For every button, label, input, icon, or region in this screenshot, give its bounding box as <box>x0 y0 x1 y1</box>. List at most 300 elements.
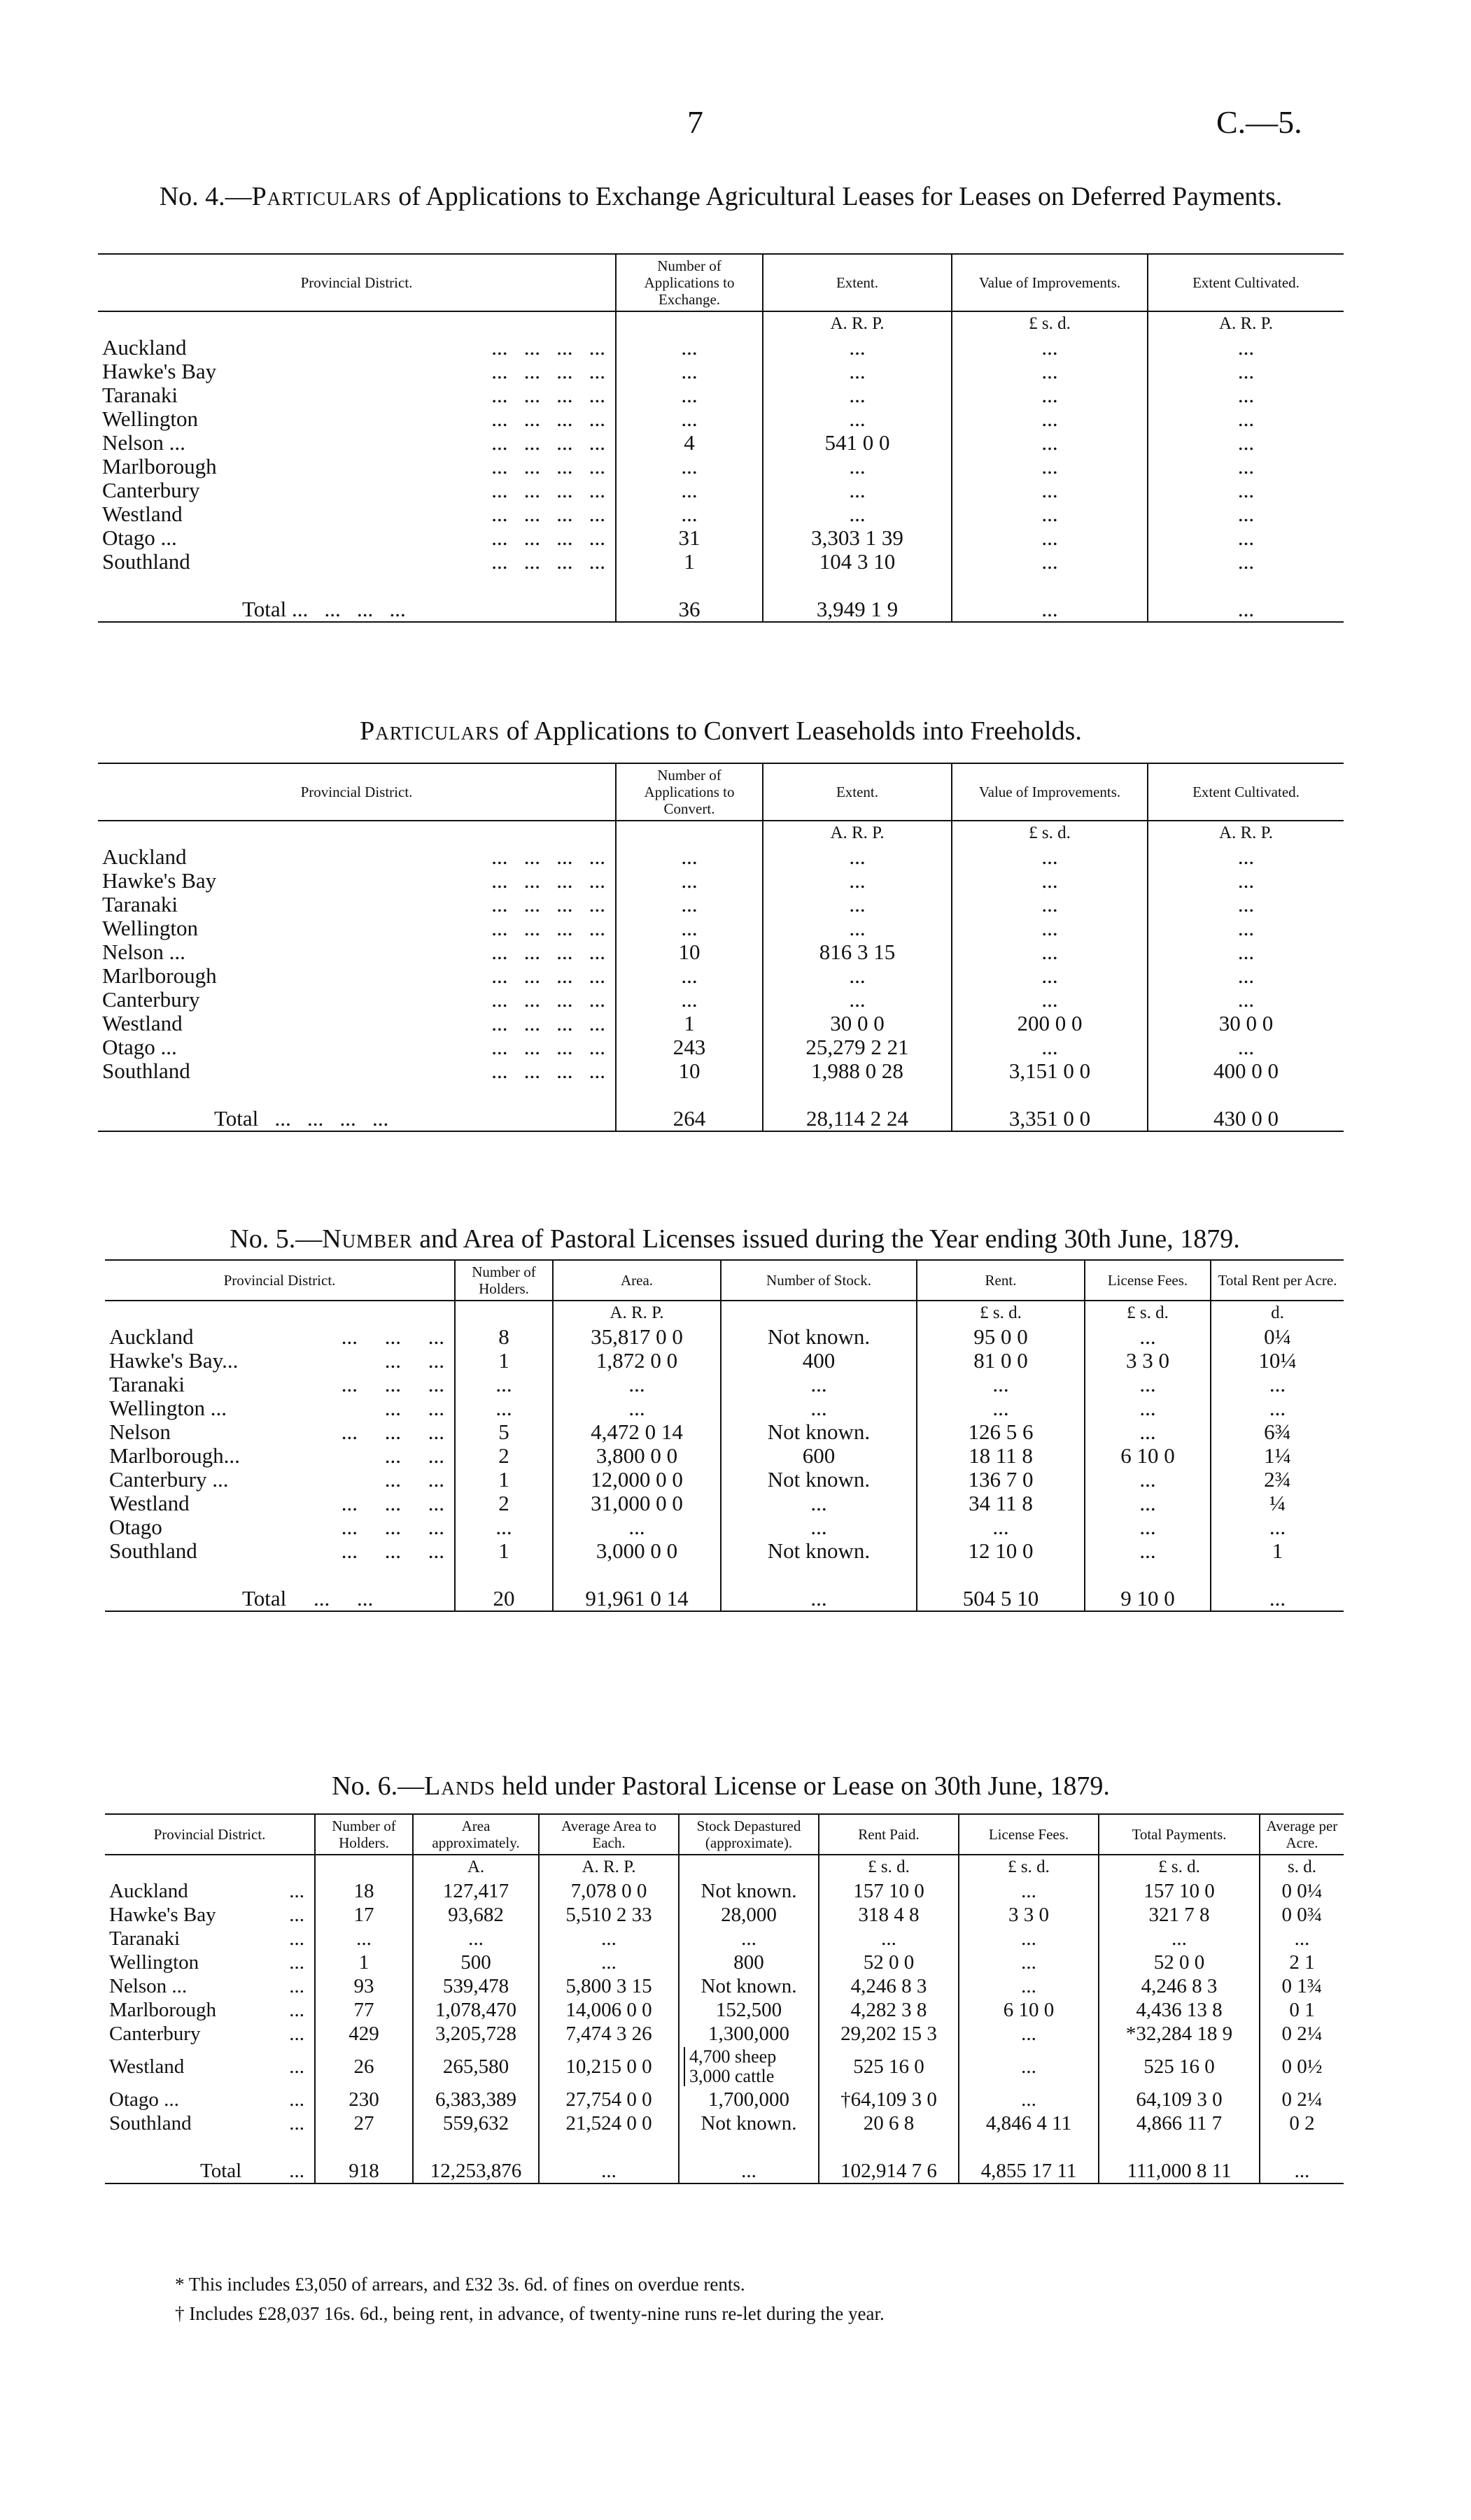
row-district-cell <box>98 845 616 869</box>
row-area: 3,000 0 0 <box>553 1539 721 1563</box>
row-district: Southland <box>102 1059 190 1084</box>
row-cult: ... <box>1237 502 1255 527</box>
table-row <box>105 1492 1344 1515</box>
row-num: ... <box>616 479 763 502</box>
dot-leader: ... ... ... ... <box>491 1059 605 1084</box>
row-num: 10 <box>616 940 763 964</box>
row-holders: 5 <box>455 1420 553 1444</box>
row-cult: ... <box>1237 454 1255 479</box>
row-district-cell <box>105 1515 455 1539</box>
dot-leader: ... ... ... ... <box>491 525 605 551</box>
total-label: Total <box>200 2160 242 2183</box>
row-district-cell <box>98 526 616 550</box>
dot-leader: ... ... ... <box>341 1372 444 1397</box>
row-num: ... <box>616 869 763 893</box>
col-header-rent: Rent Paid. <box>819 1814 959 1855</box>
table-row <box>98 869 1344 893</box>
row-stock: 1,700,000 <box>679 2088 819 2111</box>
row-holders: 26 <box>315 2046 413 2088</box>
row-holders: 17 <box>315 1903 413 1927</box>
dot-leader: ... ... ... ... <box>491 844 605 870</box>
row-value: ... <box>952 845 1148 869</box>
row-district: Wellington <box>102 916 198 941</box>
row-area: 1,078,470 <box>413 1998 539 2022</box>
row-extent: ... <box>763 479 952 502</box>
total-holders: 918 <box>315 2159 413 2183</box>
dot-leader: ... ... ... ... <box>491 892 605 917</box>
table-row <box>105 1325 1344 1349</box>
row-area: 500 <box>413 1951 539 1974</box>
row-extent: ... <box>763 845 952 869</box>
row-stock: 400 <box>721 1349 917 1373</box>
row-value: ... <box>952 916 1148 940</box>
row-fees: 6 10 0 <box>1085 1444 1211 1468</box>
units-extent: A. R. P. <box>763 311 952 336</box>
col-header-area: Area. <box>553 1260 721 1301</box>
col-header-applications: Number of Applications to Exchange. <box>616 254 763 311</box>
row-district: Otago ... <box>102 525 177 551</box>
row-num: ... <box>616 502 763 526</box>
total-avg: ... <box>539 2159 679 2183</box>
row-rent: 12 10 0 <box>917 1539 1085 1563</box>
row-value: ... <box>952 383 1148 407</box>
row-stock: 152,500 <box>679 1998 819 2022</box>
units-value: £ s. d. <box>952 311 1148 336</box>
dot-leader: ... ... ... <box>341 1538 444 1564</box>
row-stock: ... <box>721 1373 917 1396</box>
row-cult: ... <box>1237 940 1255 965</box>
table-row-total <box>105 1587 1344 1611</box>
row-holders: 27 <box>315 2111 413 2135</box>
table4b-title-rest: of Applications to Convert Leaseholds into Freeholds. <box>500 716 1082 746</box>
dot-leader: ... <box>289 1880 304 1903</box>
total-label: Total <box>214 1106 259 1131</box>
row-district-cell <box>98 893 616 916</box>
dot-leader: ... <box>289 1927 304 1951</box>
row-district-cell <box>105 1903 315 1927</box>
row-num: 1 <box>616 1012 763 1035</box>
dot-leader: ... ... ... ... <box>274 1106 389 1131</box>
row-district: Wellington <box>109 1951 199 1974</box>
dot-leader: ... ... <box>314 1586 374 1611</box>
dot-leader: ... ... ... <box>341 1491 444 1516</box>
dot-leader: ... ... ... <box>341 1420 444 1445</box>
row-district-cell <box>98 360 616 383</box>
row-cult: ... <box>1237 549 1255 574</box>
table-row <box>105 1927 1344 1951</box>
row-total: 4,436 13 8 <box>1099 1998 1260 2022</box>
row-area: 127,417 <box>413 1879 539 1903</box>
row-cult: ... <box>1237 868 1255 893</box>
row-district: Wellington <box>102 406 198 432</box>
row-value: ... <box>952 940 1148 964</box>
total-fees: 9 10 0 <box>1085 1587 1211 1611</box>
row-district: Canterbury ... <box>109 1467 229 1492</box>
table-row <box>98 893 1344 916</box>
row-cult: ... <box>1237 963 1255 989</box>
row-district: Westland <box>102 1011 183 1036</box>
row-district-cell <box>98 988 616 1012</box>
row-cult: ... <box>1237 478 1255 503</box>
row-district: Southland <box>109 1538 197 1564</box>
row-value: ... <box>952 455 1148 479</box>
row-fees: 4,846 4 11 <box>959 2111 1099 2135</box>
dot-leader: ... ... ... ... <box>491 335 605 360</box>
table-row <box>98 455 1344 479</box>
total-extent: 28,114 2 24 <box>763 1107 952 1131</box>
row-district: Otago ... <box>102 1035 177 1060</box>
total-fees: 4,855 17 11 <box>959 2159 1099 2183</box>
row-stock: Not known. <box>679 1879 819 1903</box>
col-header-rent: Rent. <box>917 1260 1085 1301</box>
row-extent: ... <box>763 360 952 383</box>
row-area: 559,632 <box>413 2111 539 2135</box>
row-stock: 1,300,000 <box>679 2022 819 2046</box>
row-rent: †64,109 3 0 <box>819 2088 959 2111</box>
dot-leader: ... ... ... ... <box>491 549 605 574</box>
row-area: 31,000 0 0 <box>553 1492 721 1515</box>
row-total: 52 0 0 <box>1099 1951 1260 1974</box>
row-area: 6,383,389 <box>413 2088 539 2111</box>
dot-leader: ... ... <box>384 1443 444 1468</box>
row-avg: 27,754 0 0 <box>539 2088 679 2111</box>
row-extent: 816 3 15 <box>763 940 952 964</box>
table-row <box>98 479 1344 502</box>
row-district-cell <box>98 1035 616 1059</box>
row-stock: Not known. <box>679 1974 819 1998</box>
row-rent: 81 0 0 <box>917 1349 1085 1373</box>
units-fees: £ s. d. <box>959 1855 1099 1879</box>
table5-title-prefix: No. 5.— <box>230 1224 323 1254</box>
row-stock: ... <box>721 1396 917 1420</box>
row-district: Marlborough... <box>109 1443 240 1468</box>
row-area: ... <box>553 1373 721 1396</box>
row-fees: ... <box>1085 1468 1211 1492</box>
row-per_acre: 6¾ <box>1264 1420 1291 1445</box>
dot-leader: ... ... ... ... <box>491 987 605 1012</box>
row-value: ... <box>952 1035 1148 1059</box>
row-district: Wellington ... <box>109 1396 227 1421</box>
row-num: ... <box>616 383 763 407</box>
units-per-acre: d. <box>1271 1303 1284 1323</box>
table-row <box>98 502 1344 526</box>
col-header-improvements: Value of Improvements. <box>952 763 1148 821</box>
row-district-cell <box>105 1420 455 1444</box>
col-header-holders: Number of Holders. <box>455 1260 553 1301</box>
row-value: ... <box>952 502 1148 526</box>
table-row <box>105 1468 1344 1492</box>
row-district: Taranaki <box>102 892 178 917</box>
table-row <box>105 1349 1344 1373</box>
row-district-cell <box>105 1468 455 1492</box>
table-row <box>98 845 1344 869</box>
row-num: 1 <box>616 550 763 574</box>
row-rent: 52 0 0 <box>819 1951 959 1974</box>
total-per-acre: ... <box>1260 2159 1344 2183</box>
table-row <box>98 964 1344 988</box>
row-value: ... <box>952 360 1148 383</box>
row-rent: 525 16 0 <box>819 2046 959 2088</box>
row-value: ... <box>952 526 1148 550</box>
row-holders: 1 <box>455 1539 553 1563</box>
row-district-cell <box>105 2088 315 2111</box>
row-district-cell <box>98 336 616 360</box>
total-num: 36 <box>616 597 763 622</box>
row-holders: ... <box>315 1927 413 1951</box>
table4-exchange-leases <box>98 253 1344 623</box>
table4-title <box>133 180 1309 214</box>
table-row <box>98 550 1344 574</box>
col-header-extent: Extent. <box>763 763 952 821</box>
dot-leader: ... ... ... ... <box>491 1011 605 1036</box>
dot-leader: ... ... ... ... <box>491 454 605 479</box>
row-cult: ... <box>1237 844 1255 870</box>
row-value: ... <box>952 479 1148 502</box>
table-row <box>105 1420 1344 1444</box>
row-per_acre: 1¼ <box>1264 1443 1291 1468</box>
row-extent: ... <box>763 869 952 893</box>
table4b-title-smallcaps: Particulars <box>360 716 500 746</box>
dot-leader: ... <box>289 2088 304 2111</box>
table-row-total <box>98 597 1344 622</box>
table-row <box>105 2022 1344 2046</box>
row-rent: 4,246 8 3 <box>819 1974 959 1998</box>
row-district-cell <box>98 1059 616 1083</box>
row-per_acre: 0 2¼ <box>1281 2088 1323 2111</box>
row-district: Canterbury <box>109 2023 201 2046</box>
table-row <box>98 431 1344 455</box>
row-district-cell <box>98 383 616 407</box>
row-district: Hawke's Bay <box>102 868 217 893</box>
table-row <box>98 383 1344 407</box>
row-district-cell <box>98 916 616 940</box>
row-holders: ... <box>455 1515 553 1539</box>
table-row-westland <box>105 2046 1344 2088</box>
row-cult: ... <box>1237 359 1255 384</box>
row-area: 3,800 0 0 <box>553 1444 721 1468</box>
row-avg: 5,800 3 15 <box>539 1974 679 1998</box>
total-stock: ... <box>679 2159 819 2183</box>
row-holders: 2 <box>455 1444 553 1468</box>
row-cult: ... <box>1237 1035 1255 1060</box>
dot-leader: ... ... ... <box>341 1324 444 1350</box>
row-district: Westland <box>109 1491 190 1516</box>
col-header-improvements: Value of Improvements. <box>952 254 1148 311</box>
table4-title-smallcaps: Particulars <box>251 182 392 211</box>
stock-sheep: 4,700 sheep <box>689 2046 777 2067</box>
row-district-cell <box>98 407 616 431</box>
row-rent: 95 0 0 <box>917 1325 1085 1349</box>
row-district-cell <box>105 2111 315 2135</box>
row-total: 4,866 11 7 <box>1099 2111 1260 2135</box>
col-header-average-area: Average Area to Each. <box>539 1814 679 1855</box>
table5-pastoral-licenses <box>105 1259 1344 1612</box>
row-district: Southland <box>109 2112 192 2135</box>
row-fees: ... <box>1085 1539 1211 1563</box>
row-avg: 14,006 0 0 <box>539 1998 679 2022</box>
col-header-extent: Extent. <box>763 254 952 311</box>
total-rent: 102,914 7 6 <box>819 2159 959 2183</box>
row-extent: ... <box>763 916 952 940</box>
dot-leader: ... ... <box>384 1467 444 1492</box>
row-district-cell <box>98 479 616 502</box>
row-area: 35,817 0 0 <box>553 1325 721 1349</box>
row-rent: 126 5 6 <box>917 1420 1085 1444</box>
total-label: Total <box>242 1586 287 1611</box>
col-header-cultivated: Extent Cultivated. <box>1148 254 1344 311</box>
table-row <box>98 916 1344 940</box>
row-extent: ... <box>763 964 952 988</box>
row-total: ... <box>1099 1927 1260 1951</box>
table-row <box>105 1396 1344 1420</box>
row-per_acre: 2¾ <box>1264 1467 1291 1492</box>
page-number: 7 <box>687 104 703 140</box>
row-avg: 7,474 3 26 <box>539 2022 679 2046</box>
table-row <box>105 1879 1344 1903</box>
dot-leader: ... ... ... <box>324 597 406 622</box>
table-row <box>98 1059 1344 1083</box>
row-rent: 136 7 0 <box>917 1468 1085 1492</box>
row-district: Auckland <box>102 335 187 360</box>
dot-leader: ... ... ... ... <box>491 383 605 408</box>
row-num: 31 <box>616 526 763 550</box>
row-rent: 20 6 8 <box>819 2111 959 2135</box>
row-district-cell <box>98 964 616 988</box>
units-area: A. <box>413 1855 539 1879</box>
row-area: 3,205,728 <box>413 2022 539 2046</box>
table-row <box>105 2088 1344 2111</box>
row-area: 12,000 0 0 <box>553 1468 721 1492</box>
row-cult: ... <box>1237 406 1255 432</box>
row-value: ... <box>952 336 1148 360</box>
row-fees: ... <box>1085 1420 1211 1444</box>
units-rent: £ s. d. <box>819 1855 959 1879</box>
row-holders: 8 <box>455 1325 553 1349</box>
total-value: 3,351 0 0 <box>952 1107 1148 1131</box>
table-row <box>98 988 1344 1012</box>
col-header-cultivated: Extent Cultivated. <box>1148 763 1344 821</box>
dot-leader: ... <box>289 2055 304 2079</box>
units-rent: £ s. d. <box>917 1301 1085 1325</box>
row-total: 321 7 8 <box>1099 1903 1260 1927</box>
units-total: £ s. d. <box>1099 1855 1260 1879</box>
row-fees: ... <box>959 2046 1099 2088</box>
dot-leader: ... ... ... ... <box>491 502 605 527</box>
row-extent: 1,988 0 28 <box>763 1059 952 1083</box>
table-row <box>105 1951 1344 1974</box>
total-payments: 111,000 8 11 <box>1099 2159 1260 2183</box>
table-row <box>98 1012 1344 1035</box>
table-row-total <box>98 1107 1344 1131</box>
row-district-cell <box>98 455 616 479</box>
row-area: ... <box>413 1927 539 1951</box>
row-rent: ... <box>917 1396 1085 1420</box>
row-district: Marlborough <box>102 454 217 479</box>
row-stock: ... <box>721 1492 917 1515</box>
row-district: Auckland <box>109 1324 194 1350</box>
table4b-convert-leaseholds <box>98 763 1344 1132</box>
table5-title-rest: and Area of Pastoral Licenses issued during the Year ending 30th June, 1879. <box>412 1224 1240 1254</box>
col-header-total-payments: Total Payments. <box>1099 1814 1260 1855</box>
table-row <box>105 1539 1344 1563</box>
row-district: Otago <box>109 1515 162 1540</box>
col-header-per-acre: Total Rent per Acre. <box>1211 1260 1344 1301</box>
row-stock: Not known. <box>679 2111 819 2135</box>
row-stock: Not known. <box>721 1468 917 1492</box>
units-area: A. R. P. <box>553 1301 721 1325</box>
row-cult: ... <box>1237 892 1255 917</box>
table-row <box>98 940 1344 964</box>
row-area: 265,580 <box>413 2046 539 2088</box>
col-header-fees: License Fees. <box>959 1814 1099 1855</box>
row-holders: 77 <box>315 1998 413 2022</box>
row-cult: ... <box>1237 430 1255 455</box>
col-header-district: Provincial District. <box>105 1814 315 1855</box>
row-district: Auckland <box>109 1880 188 1903</box>
dot-leader: ... <box>289 2160 304 2183</box>
col-header-fees: License Fees. <box>1085 1260 1211 1301</box>
row-area: 93,682 <box>413 1903 539 1927</box>
row-district-cell <box>105 1998 315 2022</box>
row-district: Canterbury <box>102 478 200 503</box>
row-district: Auckland <box>102 844 187 870</box>
row-total: 64,109 3 0 <box>1099 2088 1260 2111</box>
table-row <box>105 1373 1344 1396</box>
col-header-district: Provincial District. <box>98 763 616 821</box>
units-per-acre: s. d. <box>1288 1857 1316 1877</box>
row-value: ... <box>952 407 1148 431</box>
table-row-total <box>105 2159 1344 2183</box>
row-rent: 157 10 0 <box>819 1879 959 1903</box>
row-stock: Not known. <box>721 1539 917 1563</box>
total-holders: 20 <box>455 1587 553 1611</box>
row-extent: 30 0 0 <box>763 1012 952 1035</box>
row-per_acre: ... <box>1269 1515 1286 1540</box>
row-fees: ... <box>1085 1396 1211 1420</box>
row-avg: 5,510 2 33 <box>539 1903 679 1927</box>
row-district: Westland <box>109 2055 185 2079</box>
row-district-cell <box>105 1539 455 1563</box>
footnote-star: * This includes £3,050 of arrears, and £32 3s. 6d. of fines on overdue rents. <box>175 2274 745 2295</box>
row-fees: ... <box>1085 1325 1211 1349</box>
total-stock: ... <box>721 1587 917 1611</box>
table-row <box>98 360 1344 383</box>
row-value: 3,151 0 0 <box>952 1059 1148 1083</box>
row-rent: 318 4 8 <box>819 1903 959 1927</box>
row-per_acre: 2 1 <box>1289 1951 1315 1974</box>
table-row <box>105 1444 1344 1468</box>
table-row <box>105 1903 1344 1927</box>
row-district-cell <box>98 940 616 964</box>
row-per_acre: ... <box>1269 1396 1286 1421</box>
table-row <box>105 1515 1344 1539</box>
row-district-cell <box>98 550 616 574</box>
row-holders: 18 <box>315 1879 413 1903</box>
row-per_acre: 0 1¾ <box>1281 1975 1323 1998</box>
row-district-cell <box>98 431 616 455</box>
row-area: 1,872 0 0 <box>553 1349 721 1373</box>
total-area: 91,961 0 14 <box>553 1587 721 1611</box>
row-district: Hawke's Bay <box>102 359 217 384</box>
row-holders: 230 <box>315 2088 413 2111</box>
row-district: Taranaki <box>109 1372 185 1397</box>
dot-leader: ... ... ... ... <box>491 940 605 965</box>
row-total: 157 10 0 <box>1099 1879 1260 1903</box>
row-num: ... <box>616 360 763 383</box>
row-extent: ... <box>763 988 952 1012</box>
row-per_acre: ... <box>1294 1927 1310 1951</box>
row-per_acre: 1 <box>1272 1538 1283 1564</box>
